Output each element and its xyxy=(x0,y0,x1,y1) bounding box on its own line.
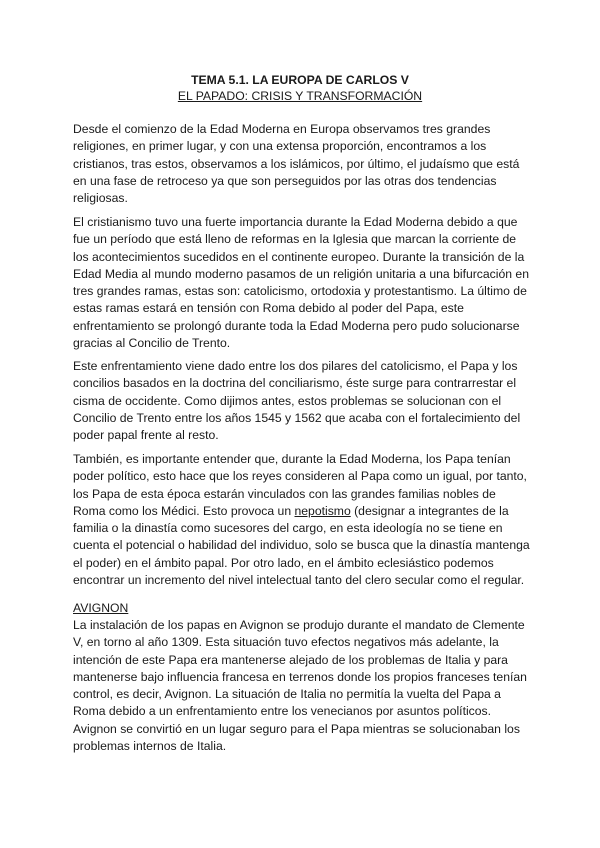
page-subtitle: EL PAPADO: CRISIS Y TRANSFORMACIÓN xyxy=(177,89,423,103)
text-line: problemas internos de Italia. xyxy=(73,739,227,754)
text-line: cuenta el potencial o habilidad del individuo, solo se busca que la dinastía mantenga xyxy=(73,538,530,553)
section-heading-avignon: AVIGNON xyxy=(73,601,129,615)
page-title: TEMA 5.1. LA EUROPA DE CARLOS V xyxy=(191,73,409,87)
text-line: El cristianismo tuvo una fuerte importancia durante la Edad Moderna debido a que xyxy=(73,215,518,229)
text-line: Avignon se convirtió en un lugar seguro para el Papa mientras se solucionaban los xyxy=(73,721,520,736)
text-line: Edad Media al mundo moderno pasamos de un religión unitaria a una bifurcación en xyxy=(73,266,529,281)
paragraph-3 xyxy=(73,358,533,444)
text-line: concilios basados en la doctrina del conciliarismo, éste surge para contrarrestar el xyxy=(73,376,517,391)
paragraph-4 xyxy=(73,451,533,589)
text-line: Este enfrentamiento viene dado entre los dos pilares del catolicismo, el Papa y los xyxy=(73,359,518,373)
text-line: enfrentamiento se prolongó durante toda la Edad Moderna pero pudo solucionarse xyxy=(73,318,520,333)
text-line: control, es decir, Avignon. La situación de Italia no permitía la vuelta del Papa a xyxy=(73,687,501,702)
text-line: También, es importante entender que, durante la Edad Moderna, los Papa tenían xyxy=(73,452,511,466)
text-line: estas ramas estará en tensión con Roma debido al poder del Papa, este xyxy=(73,301,464,316)
text-line: V, en torno al año 1309. Esta situación tuvo efectos negativos más adelante, la xyxy=(73,635,499,650)
text-line: Desde el comienzo de la Edad Moderna en Europa observamos tres grandes xyxy=(73,122,491,136)
text-line: religiosas. xyxy=(73,191,128,206)
text-line: poder político, esto hace que los reyes consideren al Papa como un igual, por tanto, xyxy=(73,469,527,484)
text-line: poder papal frente al resto. xyxy=(73,428,219,443)
nepotismo-term: nepotismo xyxy=(294,503,351,518)
text-line: religiones, en primer lugar, y con una extensa proporción, encontramos a los xyxy=(73,139,487,154)
text-line xyxy=(73,503,533,520)
text-line: cisma de occidente. Como dijimos antes, estos problemas se solucionan con el xyxy=(73,393,502,408)
text-segment: (designar a integrantes de la xyxy=(350,503,509,518)
text-line: La instalación de los papas en Avignon se produjo durante el mandato de Clemente xyxy=(73,618,525,632)
text-line: encontrar un incremento del nivel intelectual tanto del clero secular como el regular. xyxy=(73,573,525,588)
text-line: intención de este Papa era mantenerse alejado de los problemas de Italia y para xyxy=(73,652,508,667)
paragraph-2 xyxy=(73,214,533,352)
text-segment: Roma como los Médici. Esto provoca un xyxy=(73,503,295,518)
text-line: cristianos, tras estos, observamos a los islámicos, por último, el judaísmo que está xyxy=(73,156,520,171)
text-line: mantenerse bajo influencia francesa en terrenos donde los propios franceses tenían xyxy=(73,669,527,684)
text-line: el poder) en el ámbito papal. Por otro lado, en el ámbito eclesiástico podemos xyxy=(73,555,494,570)
paragraph-avignon xyxy=(73,617,533,755)
text-line: Roma debido a un enfrentamiento entre los venecianos por asuntos políticos. xyxy=(73,704,492,719)
text-line: en una fase de retroceso ya que son perseguidos por las otras dos tendencias xyxy=(73,173,497,188)
text-line: tres grandes ramas, estas son: catolicismo, ortodoxia y protestantismo. La último de xyxy=(73,284,527,299)
text-line: fue un período que está lleno de reformas en la Iglesia que marcan la corriente de xyxy=(73,232,517,247)
text-line: Concilio de Trento entre los años 1545 y 1562 que acaba con el fortalecimiento del xyxy=(73,410,521,425)
paragraph-1 xyxy=(73,121,533,207)
text-line: los acontecimientos sucedidos en el continente europeo. Durante la transición de la xyxy=(73,249,525,264)
text-line: gracias al Concilio de Trento. xyxy=(73,336,231,351)
text-line: los Papa de esta época estarán vinculados con las grandes familias nobles de xyxy=(73,486,496,501)
text-line: familia o la dinastía como sucesores del cargo, en esta ideología no se tiene en xyxy=(73,521,503,536)
